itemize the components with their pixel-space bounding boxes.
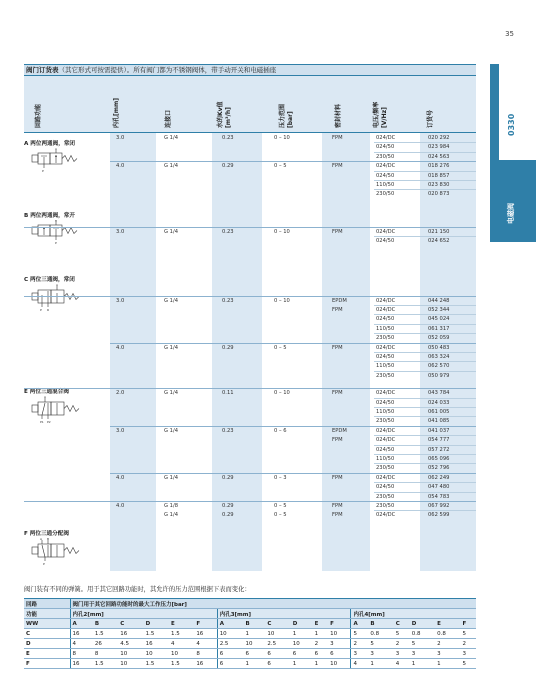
page-number: 35 [505, 30, 514, 38]
pressure-cell: 1 [313, 629, 328, 639]
order-cell-pressure: 0 – 10 [274, 135, 290, 141]
pressure-cell: 16 [118, 629, 143, 639]
pressure-col-b: B [368, 619, 393, 629]
order-cell-pressure: 0 – 5 [274, 163, 287, 170]
order-cell-voltage: 024/DC [376, 427, 396, 434]
order-cell-bore: 4.0 [116, 503, 125, 509]
order-cell-pressure: 0 – 6 [274, 427, 287, 434]
svg-text:A: A [40, 537, 43, 541]
pressure-cell: 1 [313, 659, 328, 669]
order-cell-bore: 3.0 [116, 297, 125, 304]
pressure-cell: 5 [368, 639, 393, 649]
chapter-code-box [498, 64, 536, 160]
order-cell-order: 052 796 [428, 465, 450, 472]
order-cell-port: G 1/4 [164, 512, 179, 519]
pressure-cell: 4 [194, 639, 217, 649]
pressure-row [24, 639, 476, 649]
pressure-cell: 0.8 [435, 629, 460, 639]
pressure-col-a: A [217, 619, 243, 629]
row-divider [374, 236, 476, 237]
pressure-col-c: C [118, 619, 143, 629]
pressure-row [24, 659, 476, 669]
row-divider [374, 324, 476, 325]
pressure-col-d: D [410, 619, 435, 629]
order-cell-pressure: 0 – 3 [274, 474, 287, 481]
pressure-cell: 1.5 [144, 659, 169, 669]
pressure-cell: 3 [410, 649, 435, 659]
order-table-title-bold: 阀门订货表 [26, 66, 59, 74]
row-divider [374, 333, 476, 334]
pressure-cell: 2 [394, 639, 410, 649]
pressure-cell: 1 [368, 659, 393, 669]
order-cell-kv: 0.23 [222, 135, 234, 141]
pressure-cell: 6 [291, 649, 313, 659]
order-cell-seal: FPM [332, 135, 343, 141]
order-cell-voltage: 024/DC [376, 437, 396, 444]
order-cell-bore: 3.0 [116, 228, 125, 235]
row-divider [374, 435, 476, 436]
row-divider [374, 398, 476, 399]
pressure-cell: 1.5 [144, 629, 169, 639]
order-cell-order: 044 248 [428, 297, 450, 304]
order-cell-order: 067 992 [428, 503, 450, 509]
pressure-cell: 2 [435, 639, 460, 649]
order-cell-pressure: 0 – 5 [274, 344, 287, 351]
group-divider [24, 227, 476, 228]
order-cell-voltage: 230/50 [376, 335, 395, 342]
chapter-code: 0330 [507, 113, 516, 136]
pressure-cell: 10 [244, 639, 266, 649]
order-cell-voltage: 230/50 [376, 372, 395, 379]
order-cell-order: 021 150 [428, 228, 450, 235]
order-cell-port: G 1/8 [164, 503, 179, 509]
order-cell-order: 041 037 [428, 427, 450, 434]
pressure-cell: 5 [410, 639, 435, 649]
order-cell-pressure: 0 – 10 [274, 390, 290, 397]
shaded-column-kv [212, 133, 262, 571]
header-kv: 水的Kv值 [217, 101, 224, 128]
order-cell-order: 024 033 [428, 399, 450, 406]
order-cell-order: 050 483 [428, 344, 450, 351]
group-divider [24, 388, 476, 389]
valve-a-symbol [26, 147, 82, 173]
bore-group-3: 内孔3[mm] [217, 609, 351, 619]
order-cell-kv: 0.11 [222, 390, 234, 397]
order-cell-order: 052 059 [428, 335, 450, 342]
svg-text:P: P [43, 562, 45, 566]
header-bore: 内孔[mm] [113, 98, 120, 128]
pressure-cell: 2.5 [265, 639, 290, 649]
order-cell-voltage: 024/DC [376, 135, 396, 141]
order-cell-bore: 2.0 [116, 390, 125, 397]
pressure-cell: 4 [351, 659, 368, 669]
row-divider [374, 314, 476, 315]
order-cell-order: 063 324 [428, 354, 450, 360]
pressure-col-a: A [351, 619, 368, 629]
row-divider [374, 445, 476, 446]
order-cell-voltage: 110/50 [376, 456, 395, 462]
order-cell-bore: 4.0 [116, 163, 125, 170]
row-divider [374, 371, 476, 372]
row-divider [374, 152, 476, 153]
order-cell-voltage: 024/50 [376, 144, 395, 151]
order-cell-seal: FPM [332, 437, 343, 444]
pressure-cell: 5 [394, 629, 410, 639]
order-cell-bore: 4.0 [116, 474, 125, 481]
pressure-cell: 26 [93, 639, 118, 649]
row-divider [374, 463, 476, 464]
pressure-col-f: F [194, 619, 217, 629]
subgroup-divider [110, 343, 476, 344]
pressure-row [24, 649, 476, 659]
order-cell-order: 050 979 [428, 372, 450, 379]
pressure-cell: 16 [70, 659, 93, 669]
pressure-col-f: F [460, 619, 476, 629]
pressure-cell: 4.5 [118, 639, 143, 649]
pressure-cell: 1.5 [93, 659, 118, 669]
pressure-col-c: C [394, 619, 410, 629]
valve-b-symbol [26, 219, 82, 245]
order-cell-voltage: 024/DC [376, 163, 396, 170]
pressure-cell: 0.8 [368, 629, 393, 639]
function-e-label: E 两位三通混合阀 [24, 389, 69, 395]
order-cell-order: 057 272 [428, 446, 450, 453]
pressure-cell: 3 [460, 649, 476, 659]
order-cell-seal: EPDM [332, 297, 347, 304]
order-cell-voltage: 230/50 [376, 191, 395, 198]
row-divider [374, 416, 476, 417]
pressure-col-c: C [265, 619, 290, 629]
order-cell-voltage: 230/50 [376, 503, 395, 509]
group-divider [24, 501, 476, 502]
order-cell-voltage: 110/50 [376, 325, 395, 332]
order-cell-order: 020 873 [428, 191, 450, 198]
order-cell-order: 062 249 [428, 474, 450, 481]
svg-text:A: A [44, 395, 47, 399]
order-cell-order: 047 480 [428, 484, 450, 491]
order-cell-voltage: 024/50 [376, 238, 395, 245]
pressure-cell: 1 [244, 659, 266, 669]
order-cell-order: 062 599 [428, 512, 450, 519]
svg-text:B: B [55, 219, 58, 223]
pressure-cell: 1.5 [93, 629, 118, 639]
pressure-cell: 3 [328, 639, 351, 649]
pressure-cell: 6 [313, 649, 328, 659]
pressure-cell: 2 [351, 639, 368, 649]
pressure-cell: 10 [118, 649, 143, 659]
bore-group-4: 内孔4[mm] [351, 609, 476, 619]
pressure-cell: 10 [144, 649, 169, 659]
svg-text:R: R [47, 308, 50, 312]
order-cell-kv: 0.23 [222, 297, 234, 304]
pressure-cell: 4 [169, 639, 194, 649]
pressure-cell: 8 [93, 649, 118, 659]
header-voltage-unit: [V/Hz] [381, 107, 388, 128]
order-cell-voltage: 230/50 [376, 493, 395, 500]
order-cell-seal: FPM [332, 228, 343, 235]
bore-group-2: 内孔2[mm] [70, 609, 217, 619]
valve-order-table [24, 64, 476, 571]
pressure-cell: 2 [313, 639, 328, 649]
order-table-title [24, 64, 476, 75]
ww-label: WW [24, 619, 70, 629]
order-cell-voltage: 024/50 [376, 316, 395, 323]
order-cell-order: 054 783 [428, 493, 450, 500]
order-cell-voltage: 110/50 [376, 409, 395, 415]
order-cell-voltage: 024/DC [376, 344, 396, 351]
svg-text:B: B [47, 537, 50, 541]
order-cell-seal: FPM [332, 344, 343, 351]
order-cell-order: 052 344 [428, 307, 450, 313]
order-cell-voltage: 230/50 [376, 465, 395, 472]
pressure-cell: 6 [265, 649, 290, 659]
pressure-cell: 10 [328, 629, 351, 639]
order-cell-voltage: 230/50 [376, 418, 395, 425]
header-pressure: 压力范围 [279, 103, 286, 128]
pressure-cell: 6 [217, 649, 243, 659]
row-divider [374, 482, 476, 483]
pressure-cell: 1 [410, 659, 435, 669]
pressure-cell: 8 [70, 649, 93, 659]
row-divider [374, 454, 476, 455]
order-cell-seal: FPM [332, 474, 343, 481]
group-divider [24, 296, 476, 297]
subgroup-divider [110, 161, 476, 162]
pressure-col-b: B [93, 619, 118, 629]
pressure-cell: 4 [70, 639, 93, 649]
order-cell-seal: EPDM [332, 427, 347, 434]
order-table-title-rest: （其它形式可按需提供）。所有阀门都为不锈钢阀体，带手动开关和电磁插座 [58, 66, 277, 74]
pressure-head-function: 功能 [24, 609, 70, 619]
row-divider [374, 407, 476, 408]
header-order-number: 订货号 [427, 109, 434, 128]
pressure-cell: 16 [194, 629, 217, 639]
svg-text:A: A [55, 147, 58, 151]
subgroup-divider [110, 426, 476, 427]
function-b-label: B 两位两通阀，常开 [24, 213, 75, 219]
order-cell-kv: 0.23 [222, 228, 234, 235]
pressure-head-title: 阀门用于其它回路功能时的最大工作压力[bar] [70, 599, 476, 609]
order-cell-port: G 1/4 [164, 297, 179, 304]
pressure-cell: 5 [460, 629, 476, 639]
order-cell-seal: FPM [332, 512, 343, 519]
order-cell-kv: 0.29 [222, 344, 234, 351]
pressure-row-label: E [24, 649, 70, 659]
row-divider [374, 171, 476, 172]
order-cell-order: 024 652 [428, 238, 450, 245]
pressure-cell: 10 [217, 629, 243, 639]
svg-text:A: A [56, 283, 59, 287]
order-table-header [24, 75, 476, 133]
order-cell-order: 061 317 [428, 325, 450, 332]
pressure-cell: 2 [460, 639, 476, 649]
row-divider [374, 142, 476, 143]
pressure-col-e: E [313, 619, 328, 629]
order-cell-pressure: 0 – 5 [274, 503, 287, 509]
svg-text:P: P [40, 308, 42, 312]
valve-e-symbol [26, 395, 92, 425]
pressure-cell: 1 [244, 629, 266, 639]
pressure-cell: 1 [435, 659, 460, 669]
pressure-cell: 3 [435, 649, 460, 659]
order-cell-order: 054 777 [428, 437, 450, 444]
pressure-cell: 3 [368, 649, 393, 659]
order-cell-port: G 1/4 [164, 135, 179, 141]
order-cell-order: 065 096 [428, 456, 450, 462]
pressure-cell: 5 [351, 629, 368, 639]
function-f-label: F 两位三通分配阀 [24, 531, 69, 537]
pressure-cell: 10 [291, 639, 313, 649]
header-voltage: 电压/频率 [373, 101, 380, 128]
order-cell-voltage: 024/50 [376, 446, 395, 453]
order-cell-seal: FPM [332, 163, 343, 170]
pressure-cell: 1 [291, 659, 313, 669]
order-cell-order: 018 857 [428, 172, 450, 179]
order-cell-voltage: 024/50 [376, 484, 395, 491]
pressure-cell: 6 [265, 659, 290, 669]
order-cell-order: 061 005 [428, 409, 450, 415]
order-cell-order: 024 563 [428, 153, 450, 160]
order-cell-seal: FPM [332, 390, 343, 397]
pressure-cell: 5 [460, 659, 476, 669]
pressure-table [24, 598, 476, 669]
svg-text:P2: P2 [47, 420, 51, 424]
pressure-cell: 3 [351, 649, 368, 659]
order-cell-voltage: 230/50 [376, 153, 395, 160]
pressure-cell: 1.5 [169, 659, 194, 669]
pressure-cell: 10 [118, 659, 143, 669]
svg-text:P: P [42, 169, 44, 173]
pressure-row [24, 629, 476, 639]
header-pressure-unit: [bar] [287, 111, 294, 128]
order-cell-port: G 1/4 [164, 390, 179, 397]
subgroup-divider [110, 473, 476, 474]
order-cell-voltage: 024/DC [376, 228, 396, 235]
pressure-row-label: F [24, 659, 70, 669]
pressure-cell: 16 [144, 639, 169, 649]
header-kv-unit: [m³/h] [225, 107, 232, 128]
header-function: 回路功能 [35, 103, 42, 128]
pressure-cell: 2.5 [217, 639, 243, 649]
order-cell-voltage: 110/50 [376, 363, 395, 370]
svg-text:P: P [55, 241, 57, 245]
pressure-cell: 0.8 [410, 629, 435, 639]
header-seal: 密封材料 [335, 103, 342, 128]
order-cell-voltage: 110/50 [376, 182, 395, 188]
pressure-head-circuit: 回路 [24, 599, 70, 609]
order-cell-order: 023 830 [428, 182, 450, 188]
row-divider [374, 189, 476, 190]
order-cell-order: 045 024 [428, 316, 450, 323]
order-cell-order: 018 276 [428, 163, 450, 170]
order-cell-seal: FPM [332, 503, 343, 509]
pressure-cell: 10 [265, 629, 290, 639]
order-cell-port: G 1/4 [164, 228, 179, 235]
pressure-cell: 3 [394, 649, 410, 659]
row-divider [374, 305, 476, 306]
pressure-note: 阀门装有不同的弹簧。用于其它回路功能时，其允许的压力范围根据下表而变化： [24, 586, 251, 593]
valve-c-symbol [26, 283, 92, 313]
row-divider [374, 361, 476, 362]
pressure-row-label: C [24, 629, 70, 639]
order-cell-voltage: 024/DC [376, 307, 396, 313]
order-cell-bore: 3.0 [116, 427, 125, 434]
svg-text:P1: P1 [40, 420, 44, 424]
order-cell-port: G 1/4 [164, 163, 179, 170]
order-cell-voltage: 024/50 [376, 399, 395, 406]
order-cell-order: 041 085 [428, 418, 450, 425]
order-cell-order: 023 984 [428, 144, 450, 151]
pressure-cell: 6 [244, 649, 266, 659]
pressure-row-label: D [24, 639, 70, 649]
row-divider [374, 352, 476, 353]
row-divider [374, 492, 476, 493]
order-cell-port: G 1/4 [164, 427, 179, 434]
pressure-col-b: B [244, 619, 266, 629]
order-cell-pressure: 0 – 5 [274, 512, 287, 519]
order-cell-kv: 0.29 [222, 512, 234, 519]
pressure-cell: 16 [194, 659, 217, 669]
order-cell-voltage: 024/50 [376, 354, 395, 360]
pressure-cell: 16 [70, 629, 93, 639]
order-cell-voltage: 024/DC [376, 512, 396, 519]
order-cell-kv: 0.23 [222, 427, 234, 434]
row-divider [374, 180, 476, 181]
order-cell-port: G 1/4 [164, 474, 179, 481]
pressure-cell: 6 [217, 659, 243, 669]
order-cell-kv: 0.29 [222, 474, 234, 481]
pressure-cell: 10 [328, 659, 351, 669]
order-cell-pressure: 0 – 10 [274, 297, 290, 304]
pressure-col-a: A [70, 619, 93, 629]
order-cell-voltage: 024/DC [376, 297, 396, 304]
order-cell-voltage: 024/DC [376, 390, 396, 397]
pressure-cell: 1.5 [169, 629, 194, 639]
pressure-cell: 6 [328, 649, 351, 659]
function-a-label: A 两位两通阀，常闭 [24, 141, 76, 147]
order-cell-bore: 3.0 [116, 135, 125, 141]
pressure-cell: 1 [291, 629, 313, 639]
order-cell-order: 062 570 [428, 363, 450, 370]
pressure-cell: 10 [169, 649, 194, 659]
order-cell-kv: 0.29 [222, 503, 234, 509]
pressure-cell: 4 [394, 659, 410, 669]
order-cell-voltage: 024/DC [376, 474, 396, 481]
order-cell-voltage: 024/50 [376, 172, 395, 179]
pressure-col-e: E [435, 619, 460, 629]
chapter-tab-label: 电磁阀 [507, 203, 515, 224]
pressure-col-d: D [291, 619, 313, 629]
order-cell-port: G 1/4 [164, 344, 179, 351]
header-port: 连接口 [165, 109, 172, 128]
order-cell-seal: FPM [332, 307, 343, 313]
order-cell-order: 020 292 [428, 135, 450, 141]
order-cell-order: 043 784 [428, 390, 450, 397]
pressure-col-f: F [328, 619, 351, 629]
order-cell-bore: 4.0 [116, 344, 125, 351]
order-cell-pressure: 0 – 10 [274, 228, 290, 235]
pressure-cell: 8 [194, 649, 217, 659]
order-table-body [24, 133, 476, 571]
order-cell-kv: 0.29 [222, 163, 234, 170]
pressure-col-e: E [169, 619, 194, 629]
row-divider [374, 510, 476, 511]
function-c-label: C 两位三通阀，常闭 [24, 277, 75, 283]
valve-f-symbol [26, 537, 92, 567]
pressure-col-d: D [144, 619, 169, 629]
shaded-column-seal [322, 133, 370, 571]
